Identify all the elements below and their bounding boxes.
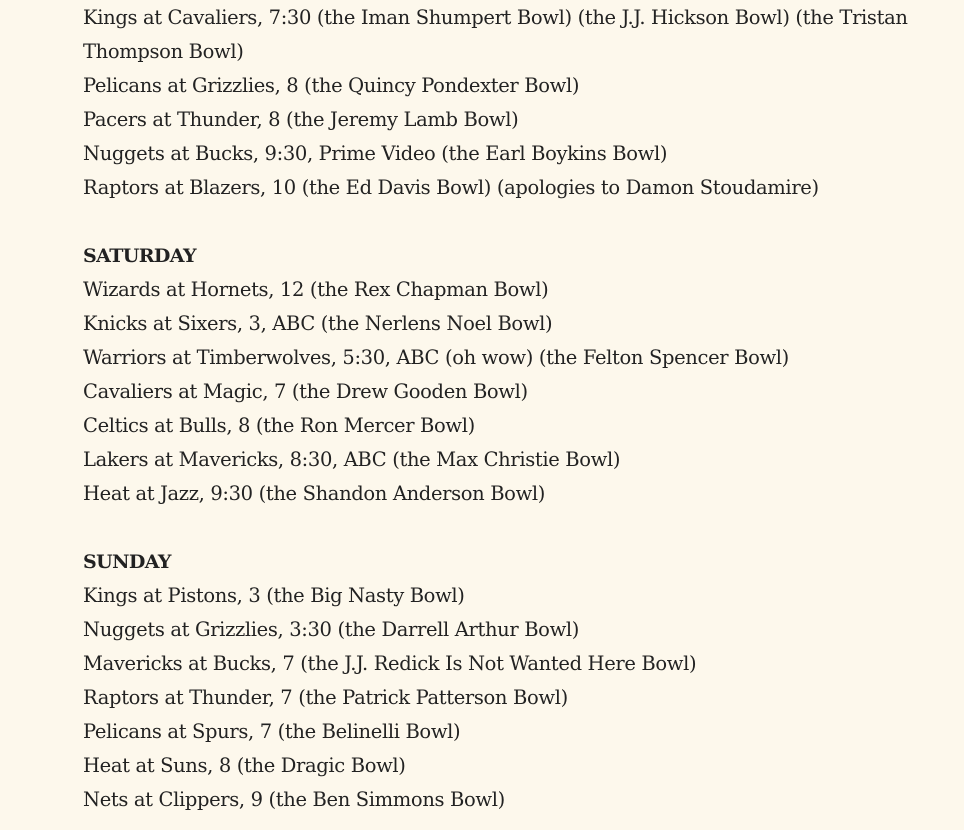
game-line: Knicks at Sixers, 3, ABC (the Nerlens Noel Bowl) <box>83 312 553 335</box>
game-line: Nuggets at Bucks, 9:30, Prime Video (the Earl Boykins Bowl) <box>83 142 668 165</box>
sunday-section <box>83 545 943 817</box>
game-line: Kings at Pistons, 3 (the Big Nasty Bowl) <box>83 584 465 607</box>
game-line: Celtics at Bulls, 8 (the Ron Mercer Bowl) <box>83 414 475 437</box>
game-line: Raptors at Thunder, 7 (the Patrick Patterson Bowl) <box>83 686 568 709</box>
saturday-heading: SATURDAY <box>83 245 196 267</box>
saturday-section <box>83 239 943 511</box>
game-line: Warriors at Timberwolves, 5:30, ABC (oh wow) (the Felton Spencer Bowl) <box>83 346 789 369</box>
game-line: Kings at Cavaliers, 7:30 (the Iman Shumpert Bowl) (the J.J. Hickson Bowl) (the Tristan Thompson Bowl) <box>83 6 908 63</box>
game-line: Pelicans at Grizzlies, 8 (the Quincy Pondexter Bowl) <box>83 74 580 97</box>
game-line: Wizards at Hornets, 12 (the Rex Chapman Bowl) <box>83 278 549 301</box>
game-line: Lakers at Mavericks, 8:30, ABC (the Max Christie Bowl) <box>83 448 621 471</box>
game-line: Mavericks at Bucks, 7 (the J.J. Redick Is Not Wanted Here Bowl) <box>83 652 697 675</box>
schedule-content <box>83 1 943 817</box>
game-line: Cavaliers at Magic, 7 (the Drew Gooden Bowl) <box>83 380 528 403</box>
game-line: Nets at Clippers, 9 (the Ben Simmons Bowl) <box>83 788 505 811</box>
game-line: Heat at Suns, 8 (the Dragic Bowl) <box>83 754 406 777</box>
game-line: Heat at Jazz, 9:30 (the Shandon Anderson Bowl) <box>83 482 546 505</box>
friday-games-block <box>83 1 943 205</box>
game-line: Raptors at Blazers, 10 (the Ed Davis Bowl) (apologies to Damon Stoudamire) <box>83 176 819 199</box>
game-line: Pacers at Thunder, 8 (the Jeremy Lamb Bowl) <box>83 108 519 131</box>
game-line: Pelicans at Spurs, 7 (the Belinelli Bowl) <box>83 720 461 743</box>
game-line: Nuggets at Grizzlies, 3:30 (the Darrell Arthur Bowl) <box>83 618 580 641</box>
sunday-heading: SUNDAY <box>83 551 171 573</box>
